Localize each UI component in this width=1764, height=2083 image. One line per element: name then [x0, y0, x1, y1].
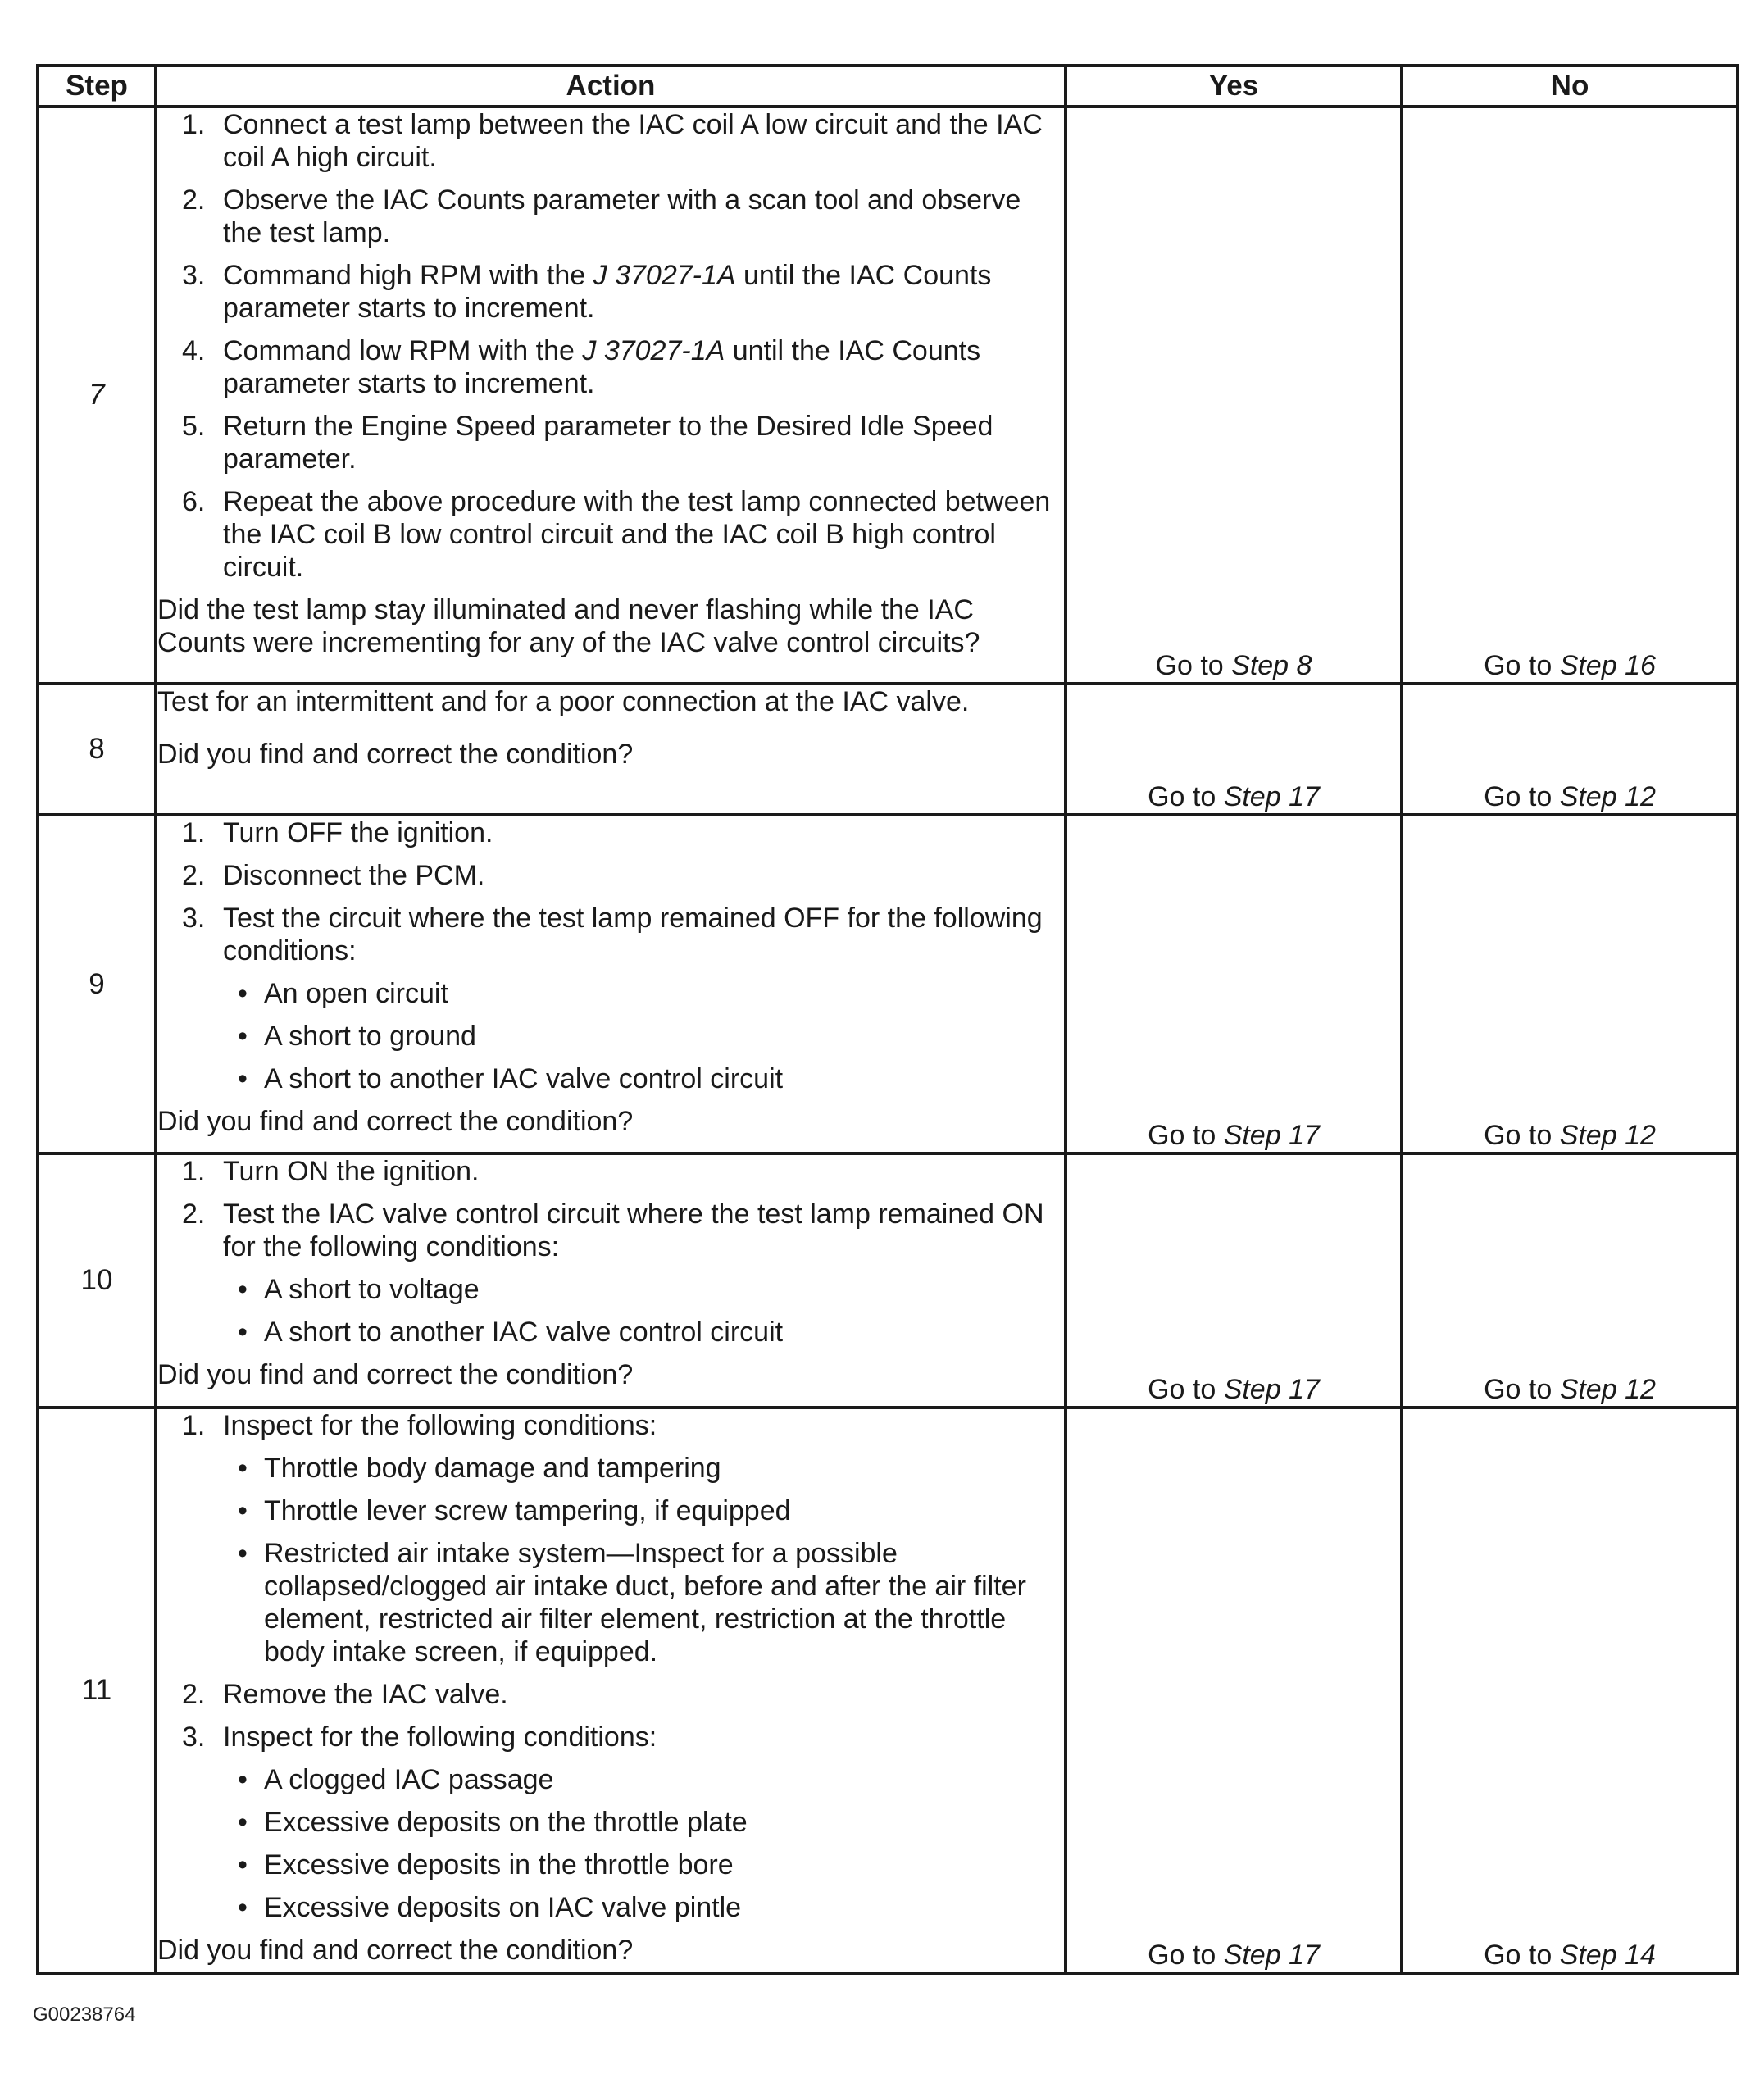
- condition-item: [223, 977, 1064, 1010]
- bullet-icon: •: [238, 1453, 248, 1484]
- condition-text: Throttle body damage and tampering: [264, 1453, 721, 1484]
- item-text: Repeat the above procedure with the test lamp connected between the IAC coil B low control circuit and the IAC coil B high control circuit.: [223, 486, 1051, 583]
- item-text: Observe the IAC Counts parameter with a scan tool and observe the test lamp.: [223, 184, 1021, 248]
- no-prefix: Go to: [1484, 781, 1560, 812]
- step-number: 11: [38, 1408, 156, 1973]
- no-prefix: Go to: [1484, 650, 1560, 681]
- condition-item: [223, 1537, 1064, 1668]
- header-step: Step: [38, 66, 156, 107]
- header-no: No: [1402, 66, 1738, 107]
- decision-question: Did you find and correct the condition?: [157, 1359, 634, 1390]
- item-text: until the IAC Counts parameter starts to increment.: [223, 335, 981, 399]
- decision-question: Did you find and correct the condition?: [157, 1935, 634, 1966]
- condition-item: [223, 1494, 1064, 1527]
- condition-text: Excessive deposits in the throttle bore: [264, 1849, 734, 1881]
- procedure-item: [157, 485, 1064, 584]
- item-text: Command low RPM with the: [223, 335, 583, 366]
- bullet-icon: •: [238, 1317, 248, 1348]
- bullet-icon: •: [238, 1849, 248, 1881]
- table-row: [38, 107, 1738, 684]
- procedure-item: [157, 108, 1064, 174]
- condition-item: [223, 1452, 1064, 1485]
- no-step-link[interactable]: Step 16: [1559, 650, 1656, 681]
- bullet-icon: •: [238, 1274, 248, 1305]
- item-text: Remove the IAC valve.: [223, 1679, 508, 1710]
- procedure-item: [157, 859, 1064, 892]
- item-number: 2.: [182, 184, 206, 216]
- step-number: 9: [38, 815, 156, 1153]
- step-number: 7: [38, 107, 156, 684]
- item-number: 5.: [182, 411, 206, 442]
- bullet-icon: •: [238, 1892, 248, 1923]
- no-step-link[interactable]: Step 12: [1559, 1374, 1656, 1405]
- item-number: 6.: [182, 486, 206, 517]
- item-number: 2.: [182, 1679, 206, 1710]
- bullet-icon: •: [238, 1021, 248, 1052]
- table-row: [38, 684, 1738, 815]
- procedure-list: [157, 108, 1064, 584]
- no-cell: [1402, 107, 1738, 684]
- condition-item: [223, 1763, 1064, 1796]
- no-prefix: Go to: [1484, 1374, 1560, 1405]
- no-step-link[interactable]: Step 12: [1559, 781, 1656, 812]
- item-text: Inspect for the following conditions:: [223, 1721, 657, 1753]
- no-step-link[interactable]: Step 14: [1559, 1940, 1656, 1971]
- yes-cell: [1066, 107, 1402, 684]
- item-number: 1.: [182, 817, 206, 848]
- procedure-item: [157, 1198, 1064, 1348]
- header-yes: Yes: [1066, 66, 1402, 107]
- diagnostic-table: [36, 64, 1739, 1975]
- condition-text: An open circuit: [264, 978, 448, 1009]
- procedure-list: [157, 1409, 1064, 1924]
- tool-reference: J 37027-1A: [582, 335, 725, 366]
- header-action: Action: [156, 66, 1066, 107]
- condition-list: [223, 1763, 1064, 1924]
- item-number: 1.: [182, 109, 206, 140]
- item-text: Inspect for the following conditions:: [223, 1410, 657, 1441]
- condition-text: A short to ground: [264, 1021, 476, 1052]
- no-prefix: Go to: [1484, 1120, 1560, 1151]
- action-intro: Test for an intermittent and for a poor connection at the IAC valve.: [157, 686, 970, 717]
- yes-cell: [1066, 1408, 1402, 1973]
- item-number: 2.: [182, 1198, 206, 1230]
- procedure-item: [157, 334, 1064, 400]
- procedure-item: [157, 902, 1064, 1095]
- no-cell: [1402, 1153, 1738, 1408]
- item-text: Test the circuit where the test lamp remained OFF for the following conditions:: [223, 903, 1043, 966]
- item-text: Return the Engine Speed parameter to the Desired Idle Speed parameter.: [223, 411, 993, 475]
- yes-prefix: Go to: [1148, 1374, 1224, 1405]
- no-cell: [1402, 1408, 1738, 1973]
- procedure-item: [157, 816, 1064, 849]
- procedure-item: [157, 410, 1064, 475]
- condition-text: Throttle lever screw tampering, if equipped: [264, 1495, 791, 1526]
- decision-question: Did you find and correct the condition?: [157, 739, 634, 770]
- yes-prefix: Go to: [1155, 650, 1232, 681]
- condition-text: Restricted air intake system—Inspect for a possible collapsed/clogged air intake duct, before and after the air filter element, restricted air filter element, restriction at the throttle body intake screen, if equipped.: [264, 1538, 1026, 1667]
- decision-question: Did the test lamp stay illuminated and never flashing while the IAC Counts were incrementing for any of the IAC valve control circuits?: [157, 594, 980, 658]
- condition-text: A clogged IAC passage: [264, 1764, 554, 1795]
- action-cell: [156, 1153, 1066, 1408]
- yes-prefix: Go to: [1148, 1940, 1224, 1971]
- yes-cell: [1066, 1153, 1402, 1408]
- step-number: 8: [38, 684, 156, 815]
- no-cell: [1402, 815, 1738, 1153]
- condition-item: [223, 1273, 1064, 1306]
- tool-reference: J 37027-1A: [593, 260, 736, 291]
- item-number: 2.: [182, 860, 206, 891]
- procedure-item: [157, 184, 1064, 249]
- procedure-item: [157, 1721, 1064, 1924]
- condition-text: A short to another IAC valve control circuit: [264, 1317, 784, 1348]
- item-number: 1.: [182, 1410, 206, 1441]
- condition-item: [223, 1849, 1064, 1881]
- step-number: 10: [38, 1153, 156, 1408]
- action-cell: [156, 815, 1066, 1153]
- condition-list: [223, 1273, 1064, 1348]
- yes-cell: [1066, 815, 1402, 1153]
- item-text: Command high RPM with the: [223, 260, 593, 291]
- item-text: Turn OFF the ignition.: [223, 817, 493, 848]
- condition-item: [223, 1020, 1064, 1053]
- yes-step-link[interactable]: Step 8: [1231, 650, 1312, 681]
- item-number: 3.: [182, 903, 206, 934]
- item-number: 3.: [182, 1721, 206, 1753]
- item-number: 1.: [182, 1156, 206, 1187]
- item-text: Connect a test lamp between the IAC coil A low circuit and the IAC coil A high circuit.: [223, 109, 1043, 173]
- decision-question: Did you find and correct the condition?: [157, 1106, 634, 1137]
- procedure-item: [157, 1409, 1064, 1668]
- action-cell: [156, 1408, 1066, 1973]
- yes-step-link[interactable]: Step 17: [1223, 1120, 1320, 1151]
- yes-step-link[interactable]: Step 17: [1223, 1940, 1320, 1971]
- bullet-icon: •: [238, 1495, 248, 1526]
- bullet-icon: •: [238, 1764, 248, 1795]
- procedure-item: [157, 1678, 1064, 1711]
- condition-text: A short to voltage: [264, 1274, 480, 1305]
- no-step-link[interactable]: Step 12: [1559, 1120, 1656, 1151]
- procedure-item: [157, 1155, 1064, 1188]
- item-text: Test the IAC valve control circuit where the test lamp remained ON for the following conditions:: [223, 1198, 1044, 1262]
- no-cell: [1402, 684, 1738, 815]
- item-text: until the IAC Counts parameter starts to increment.: [223, 260, 992, 324]
- item-number: 4.: [182, 335, 206, 366]
- table-row: [38, 1408, 1738, 1973]
- condition-text: Excessive deposits on the throttle plate: [264, 1807, 748, 1838]
- bullet-icon: •: [238, 1063, 248, 1094]
- table-row: [38, 1153, 1738, 1408]
- bullet-icon: •: [238, 978, 248, 1009]
- document-code: G00238764: [33, 2003, 136, 2026]
- bullet-icon: •: [238, 1538, 248, 1569]
- condition-list: [223, 977, 1064, 1095]
- yes-step-link[interactable]: Step 17: [1223, 1374, 1320, 1405]
- condition-item: [223, 1806, 1064, 1839]
- condition-item: [223, 1891, 1064, 1924]
- action-cell: [156, 107, 1066, 684]
- yes-cell: [1066, 684, 1402, 815]
- item-number: 3.: [182, 260, 206, 291]
- procedure-list: [157, 1155, 1064, 1348]
- item-text: Disconnect the PCM.: [223, 860, 485, 891]
- procedure-list: [157, 816, 1064, 1095]
- yes-prefix: Go to: [1148, 1120, 1224, 1151]
- bullet-icon: •: [238, 1807, 248, 1838]
- table-row: [38, 815, 1738, 1153]
- procedure-item: [157, 259, 1064, 325]
- condition-item: [223, 1062, 1064, 1095]
- condition-text: A short to another IAC valve control circuit: [264, 1063, 784, 1094]
- yes-step-link[interactable]: Step 17: [1223, 781, 1320, 812]
- no-prefix: Go to: [1484, 1940, 1560, 1971]
- table-header-row: [38, 66, 1738, 107]
- item-text: Turn ON the ignition.: [223, 1156, 480, 1187]
- condition-list: [223, 1452, 1064, 1668]
- condition-item: [223, 1316, 1064, 1348]
- action-cell: [156, 684, 1066, 815]
- yes-prefix: Go to: [1148, 781, 1224, 812]
- condition-text: Excessive deposits on IAC valve pintle: [264, 1892, 742, 1923]
